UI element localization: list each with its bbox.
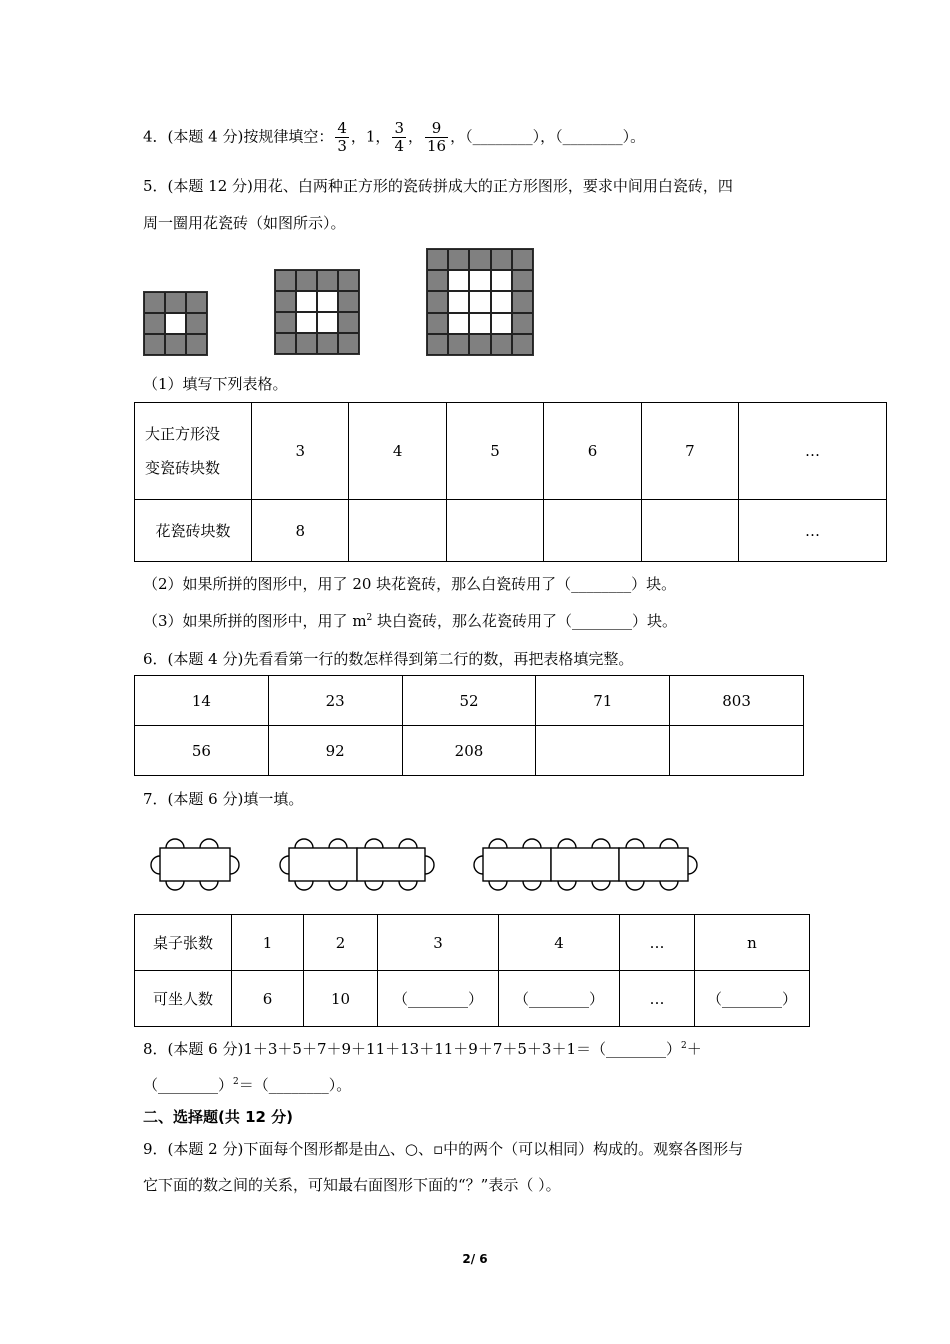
- chair: [365, 839, 383, 848]
- table-seating-diagram: [140, 826, 720, 898]
- page-number: 2/ 6: [462, 1252, 488, 1266]
- answer-cell[interactable]: （________）: [695, 971, 810, 1027]
- q4-sep2: ，: [407, 127, 423, 146]
- number-table: [134, 675, 804, 776]
- answer-cell[interactable]: [536, 726, 670, 776]
- desk: [289, 848, 357, 881]
- chair: [200, 839, 218, 848]
- chair: [660, 839, 678, 848]
- chair: [200, 881, 218, 890]
- chair: [166, 881, 184, 890]
- table-cell: 71: [536, 676, 670, 726]
- answer-cell[interactable]: （________）: [378, 971, 499, 1027]
- table-cell: 803: [670, 676, 804, 726]
- answer-cell[interactable]: （________）: [499, 971, 620, 1027]
- tile-figure-5x5: [426, 248, 534, 356]
- desk: [551, 848, 619, 881]
- q5-sub3: （3）如果所拼的图形中，用了 $m^2$ 块白瓷砖，那么花瓷砖用了（________）块。: [143, 612, 678, 630]
- chair: [558, 881, 576, 890]
- desk: [357, 848, 425, 881]
- fraction-1: $\frac{4}{3}$: [337, 119, 347, 155]
- chair: [474, 856, 483, 874]
- tile-table-header-1: 大正方形没 变瓷砖块数: [135, 403, 252, 500]
- table-cell: 2: [304, 915, 378, 971]
- q9-line2: 它下面的数之间的关系，可知最右面图形下面的“？”表示（ ）。: [143, 1176, 561, 1194]
- q5-sub1: （1）填写下列表格。: [143, 375, 288, 393]
- chair: [151, 856, 160, 874]
- chair: [365, 881, 383, 890]
- answer-cell[interactable]: [446, 500, 543, 562]
- q5-line2: 周一圈用花瓷砖（如图所示）。: [143, 214, 346, 232]
- answer-cell[interactable]: [544, 500, 641, 562]
- table-cell: 4: [499, 915, 620, 971]
- q7-text: 7．(本题 6 分)填一填。: [143, 790, 304, 808]
- tile-figure-3x3: [143, 291, 208, 356]
- chair: [166, 839, 184, 848]
- table-cell: 6: [544, 403, 641, 500]
- chair: [660, 881, 678, 890]
- chair: [425, 856, 434, 874]
- q4-sep1: ，1，: [350, 127, 391, 146]
- seating-table-header-1: 桌子张数: [135, 915, 232, 971]
- table-cell: …: [620, 915, 695, 971]
- q9-line1: 9．(本题 2 分)下面每个图形都是由△、○、▫中的两个（可以相同）构成的。观察各图形与: [143, 1140, 744, 1158]
- chair: [592, 839, 610, 848]
- chair: [280, 856, 289, 874]
- q4-suffix: ，（________），（________）。: [450, 127, 646, 146]
- fraction-3: $\frac{9}{16}$: [427, 119, 447, 155]
- table-cell: …: [620, 971, 695, 1027]
- answer-cell[interactable]: [670, 726, 804, 776]
- section-2-title: 二、选择题(共 12 分): [143, 1108, 294, 1126]
- table-cell: 208: [402, 726, 536, 776]
- table-cell: 8: [252, 500, 349, 562]
- table-cell: 92: [268, 726, 402, 776]
- chair: [399, 881, 417, 890]
- chair: [523, 881, 541, 890]
- tile-table: [134, 402, 887, 562]
- table-cell: 23: [268, 676, 402, 726]
- table-cell: 7: [641, 403, 738, 500]
- chair: [626, 881, 644, 890]
- table-cell: 4: [349, 403, 446, 500]
- chair: [295, 881, 313, 890]
- q6-text: 6．(本题 4 分)先看看第一行的数怎样得到第二行的数，再把表格填完整。: [143, 650, 634, 668]
- table-cell: …: [739, 403, 887, 500]
- q8-line1: 8．(本题 6 分)1＋3＋5＋7＋9＋11＋13＋11＋9＋7＋5＋3＋1＝（________）$^2$＋: [143, 1040, 702, 1058]
- chair: [230, 856, 239, 874]
- table-cell: 10: [304, 971, 378, 1027]
- chair: [489, 839, 507, 848]
- fraction-2: $\frac{3}{4}$: [394, 119, 404, 155]
- tile-figure-4x4: [274, 269, 360, 355]
- desk: [619, 848, 688, 881]
- chair: [558, 839, 576, 848]
- desk: [160, 848, 230, 881]
- table-cell: 3: [378, 915, 499, 971]
- q8-line2: （________）$^2$＝（________）。: [143, 1076, 352, 1094]
- table-cell: 3: [252, 403, 349, 500]
- chair: [592, 881, 610, 890]
- q5-line1: 5．(本题 12 分)用花、白两种正方形的瓷砖拼成大的正方形图形，要求中间用白瓷砖，四: [143, 177, 733, 195]
- table-cell: n: [695, 915, 810, 971]
- answer-cell[interactable]: [349, 500, 446, 562]
- chair: [489, 881, 507, 890]
- chair: [399, 839, 417, 848]
- tile-table-header-2: 花瓷砖块数: [135, 500, 252, 562]
- table-cell: 1: [232, 915, 304, 971]
- q5-sub2: （2）如果所拼的图形中，用了 20 块花瓷砖，那么白瓷砖用了（________）块。: [143, 575, 677, 593]
- seating-table-header-2: 可坐人数: [135, 971, 232, 1027]
- table-cell: 14: [135, 676, 269, 726]
- q4-prefix: 4．(本题 4 分)按规律填空：: [143, 127, 334, 146]
- table-cell: 6: [232, 971, 304, 1027]
- table-cell: 5: [446, 403, 543, 500]
- chair: [295, 839, 313, 848]
- table-cell: 52: [402, 676, 536, 726]
- chair: [688, 856, 697, 874]
- desk: [483, 848, 551, 881]
- table-cell: 56: [135, 726, 269, 776]
- chair: [626, 839, 644, 848]
- table-cell: …: [739, 500, 887, 562]
- chair: [329, 839, 347, 848]
- question-4: [143, 120, 645, 155]
- chair: [329, 881, 347, 890]
- chair: [523, 839, 541, 848]
- seating-table: [134, 914, 810, 1027]
- answer-cell[interactable]: [641, 500, 738, 562]
